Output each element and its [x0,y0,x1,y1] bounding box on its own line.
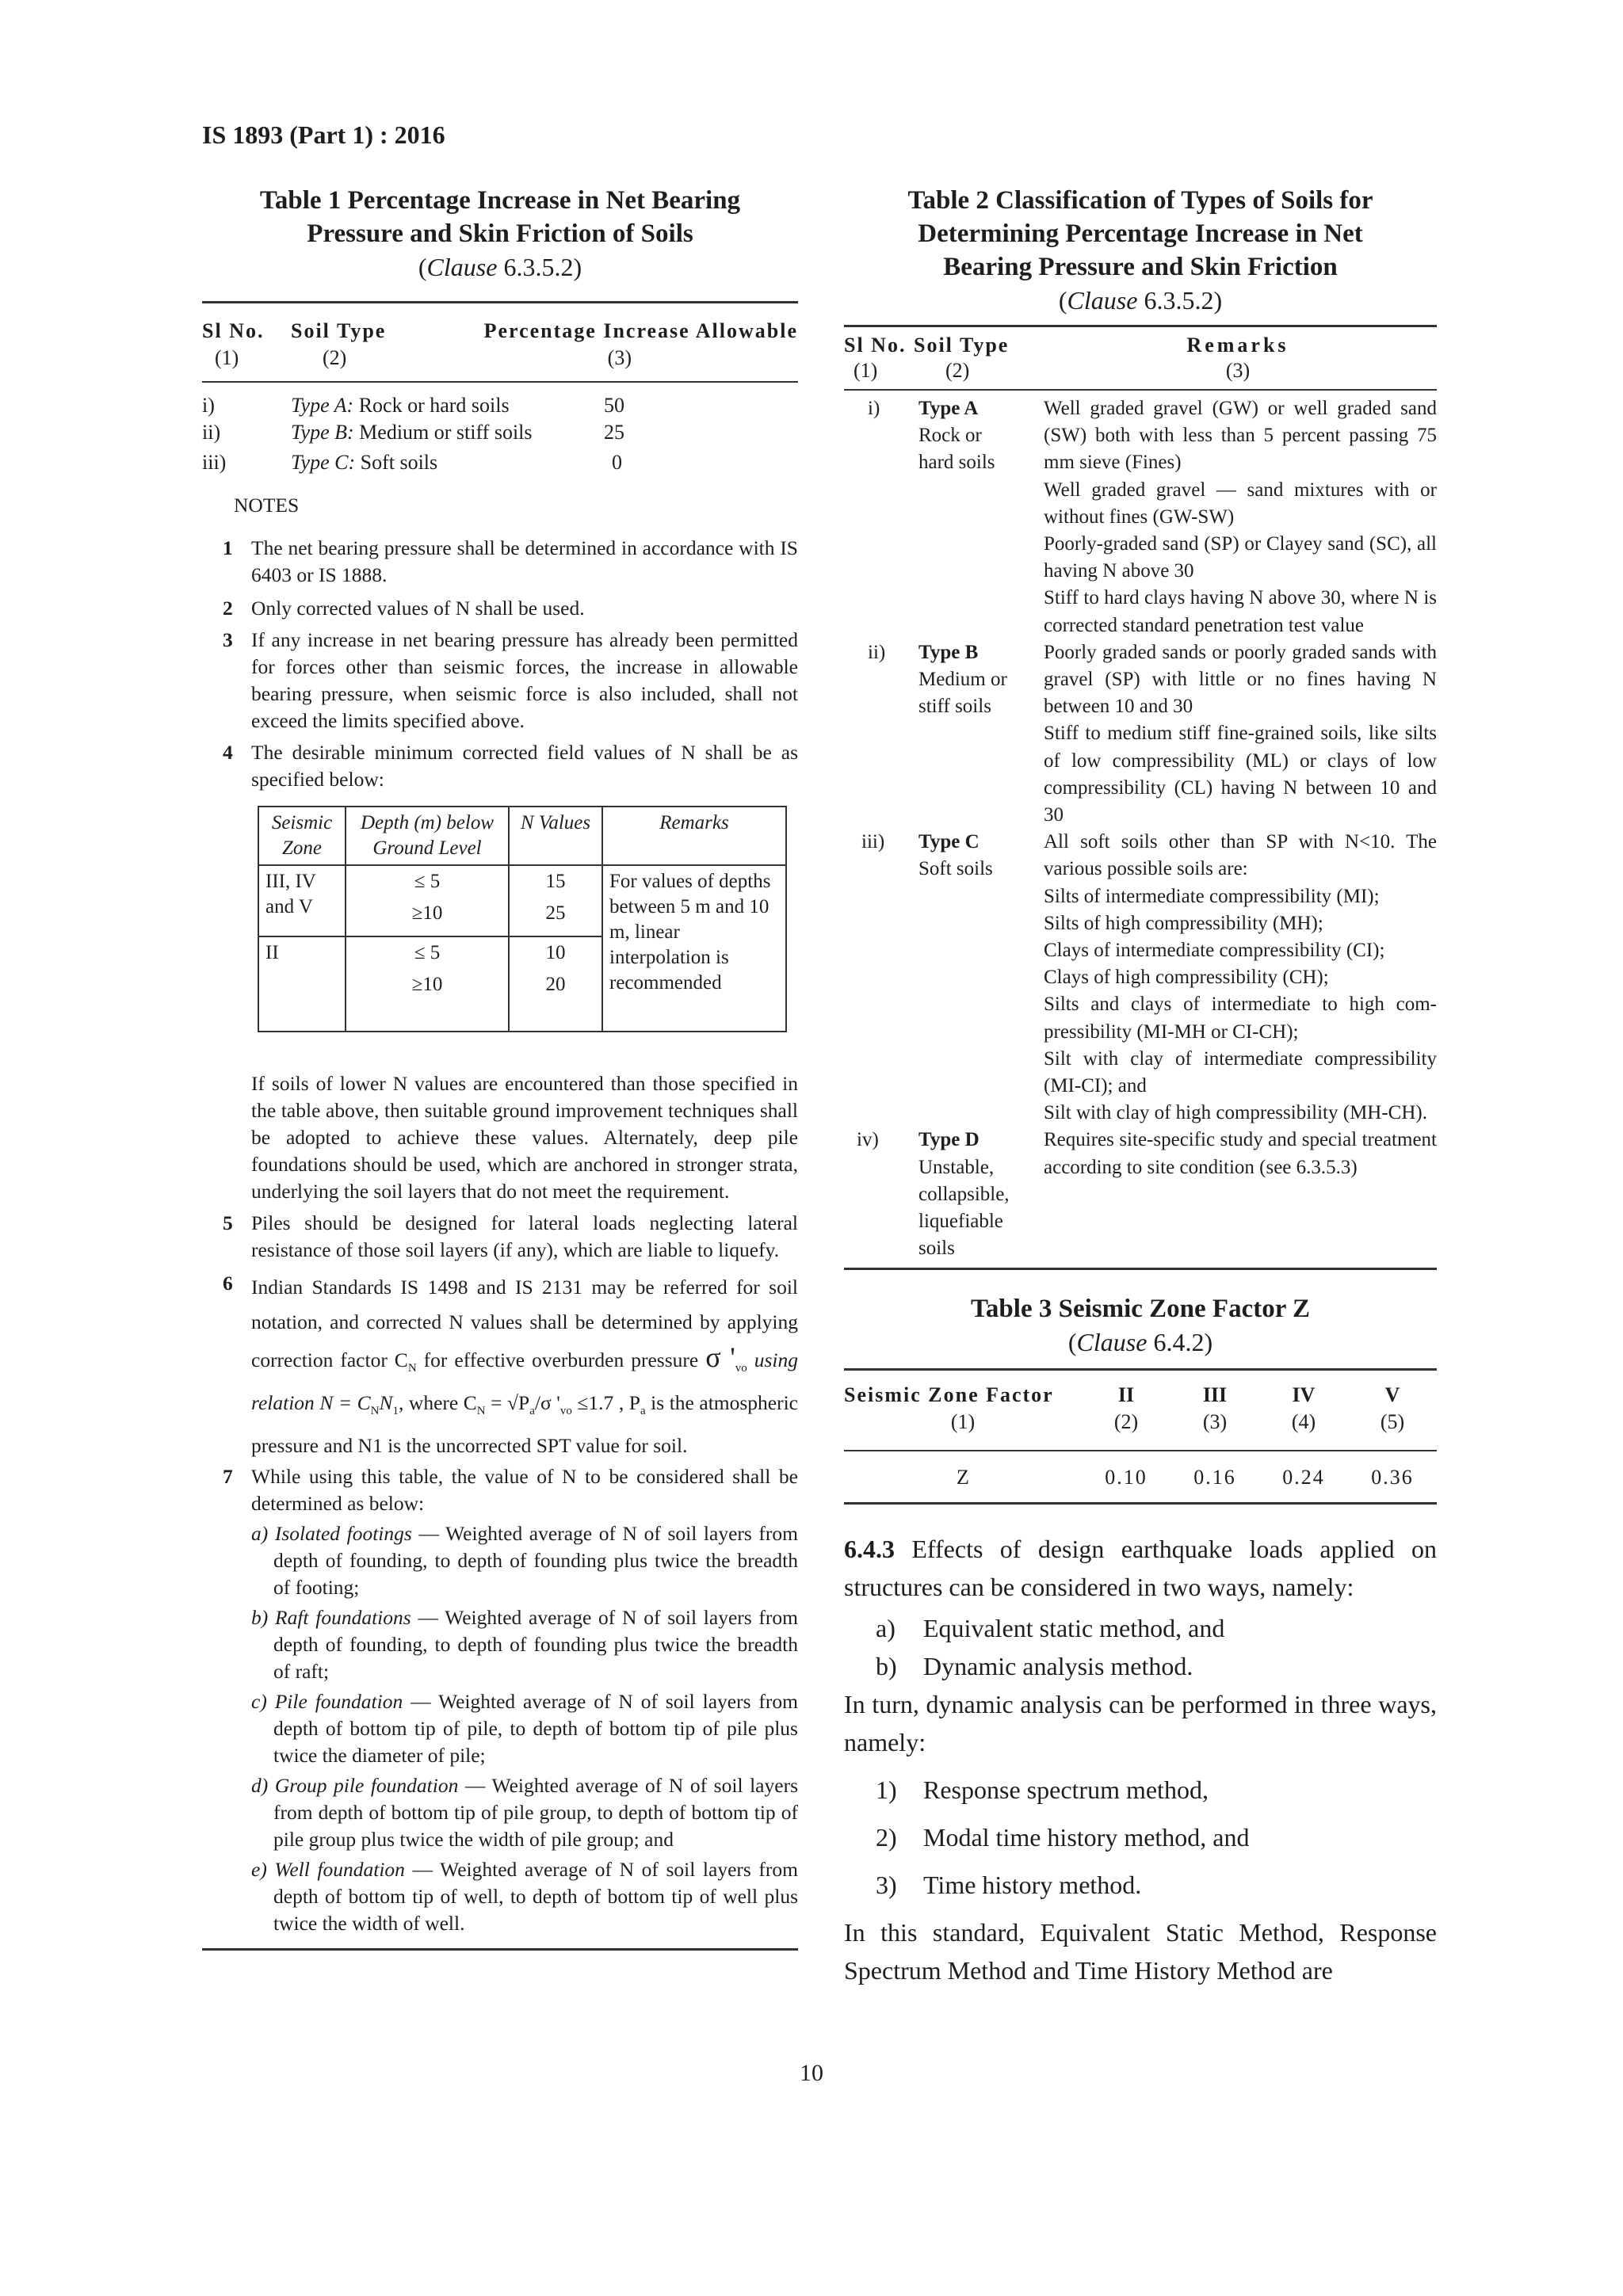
table3-bottom-rule [844,1502,1437,1505]
col-sl-no: Sl No. [844,334,907,357]
table1-header-nums: (1) (2) (3) [215,346,632,369]
list-item: 1) Response spectrum method, [876,1775,1209,1804]
table2-header-nums: (1) (2) (3) [854,359,1251,382]
section-intro: 6.4.3 Effects of design earthquake loads applied on structures can be considered in two ways, namely: [844,1534,1437,1601]
note-6: 6 Indian Standards IS 1498 and IS 2131 may be referred for soil notation, and corrected N values shall be determined by applying correction factor $C_N$ for effective overburden pressure σ '$_{vo}$ using relation $N = C_NN_1$, where $C_N = √P_a/\sigma$ '$_{vo} \le 1.7$ , $P_a$ is the atmospheric pressure and N1 is the uncorrected SPT value for soil. [223,1272,799,1458]
table-row: III, IV and V ≤ 5 ≥10 15 25 For values of depths between 5 m and 10 m, linear interpolation is recommended [258,865,786,936]
note-3: 3 If any increase in net bearing pressure has already been permitted for forces other than seismic forces, the increase in allowable bearing pressure, when seismic force is also included, shall not exceed the limits specified above. [223,628,798,732]
note-2: 2 Only corrected values of N shall be used. [223,597,585,620]
table-row: iv) Type D Unstable, collapsible, liquefiable soils Requires site-specific study and special treatment according to site condition (see 6.3.5.3) [857,1129,1437,1260]
list-item: b) Dynamic analysis method. [876,1651,1193,1680]
table2-bottom-rule [844,1268,1437,1270]
notes-heading: NOTES [234,494,300,517]
table3-header-row: Seismic Zone Factor II III IV V [844,1369,1437,1407]
section-para: In turn, dynamic analysis can be performed in three ways, namely: [844,1689,1437,1756]
page-header: IS 1893 (Part 1) : 2016 [202,120,445,149]
list-item: b) Raft foundations — Weighted average of N of soil layers from depth of founding, to depth of founding plus twice the breadth of raft; [251,1606,798,1684]
table3 [844,1368,1437,1502]
col-sl-no: Sl No. [202,319,265,342]
table2-header-row [844,326,1437,358]
table2 [844,325,1437,389]
table1-notes [202,492,798,793]
table1-bottom-rule [202,1948,798,1951]
note-5: 5 Piles should be designed for lateral loads neglecting lateral resistance of those soil layers (if any), which are liable to liquefy. [223,1211,798,1261]
table-row: II ≤ 5 ≥10 10 20 [258,936,786,1032]
col-percentage: Percentage Increase Allowable [483,319,798,342]
page-number: 10 [800,2060,823,2086]
table2-clause: (Clause 6.3.5.2) [1058,286,1223,315]
list-item: 3) Time history method. [876,1870,1142,1899]
table2-header-rule [844,389,1437,391]
col-soil-type: Soil Type [914,334,1010,357]
table3-header-nums: (1) (2) (3) (4) (5) [950,1409,1405,1433]
table-row: Z 0.10 0.16 0.24 0.36 [844,1451,1437,1502]
table-row: iii) Type C Soft soils All soft soils other than SP with N<10. The various possible soils are: Silts of intermediate compressibility (MI); Silts of high compressibility (MH); Clays of intermediate compressibility (CI); Clays of high compressibility (CH); Silts and clays of intermediate to high com-pressibility (MI-MH or CI-CH); Silt with clay of intermediate compressibility (MI-CI); and Silt with clay of high compressibility (MH-CH). [861,831,1437,1124]
table2-body [844,395,1437,1263]
col-remarks: Remarks [1186,334,1289,357]
note-4-after: If soils of lower N values are encountered than those specified in the table above, then suitable ground improvement techniques shall be adopted to achieve these values. Alternately, deep pile foundations should be used, which are anchored in stronger strata, underlying the soil layers that do not meet the requirement. [251,1072,798,1203]
table1 [202,301,798,475]
list-item: 2) Modal time history method, and [876,1822,1250,1852]
n-values-table [258,806,787,1032]
right-column [844,184,1437,1989]
list-item: e) Well foundation — Weighted average of N of soil layers from depth of bottom tip of well, to depth of bottom tip of well plus twice the width of well. [251,1858,798,1936]
table1-notes-cont [202,1070,798,1937]
left-column [202,184,798,1951]
table1-title: Table 1 Percentage Increase in Net Bearing Pressure and Skin Friction of Soils [259,186,741,248]
table2-title: Table 2 Classification of Types of Soils for Determining Percentage Increase in Net Bearing Pressure and Skin Friction [907,186,1373,281]
table-row: i) Type A Rock or hard soils Well graded gravel (GW) or well graded sand (SW) both with less than 5 percent passing 75 mm sieve (Fines) Well graded gravel — sand mixtures with or without fines (GW-SW) Poorly-graded sand (SP) or Clayey sand (SC), all having N above 30 Stiff to hard clays having N above 30, where N is corrected standard penetration test value [868,398,1437,636]
note-7: 7 While using this table, the value of N to be considered shall be determined as below: [223,1465,798,1516]
n-values-header: Seismic Zone Depth (m) below Ground Level N Values Remarks [258,807,786,865]
note-7-items [202,1520,798,1937]
note-1: 1 The net bearing pressure shall be determined in accordance with IS 6403 or IS 1888. [223,536,798,586]
list-item: d) Group pile foundation — Weighted average of N of soil layers from depth of bottom tip of pile group, to depth of bottom tip of pile group plus twice the width of pile group; and [251,1774,798,1852]
section-6-4-3 [844,1530,1437,1989]
table-row: ii) Type B Medium or stiff soils Poorly graded sands or poorly graded sands with gravel (SP) with little or no fines having N between 10 and 30 Stiff to medium stiff fine-grained soils, like silts of low compressibility (ML) or clays of low compressibility (CL) having N between 10 and 30 [868,641,1437,826]
list-item: a) Isolated footings — Weighted average of N of soil layers from depth of founding, to depth of founding plus twice the breadth of footing; [251,1522,798,1600]
table3-clause: (Clause 6.4.2) [1067,1327,1213,1356]
col-soil-type: Soil Type [291,319,387,342]
table-row: ii) Type B: Medium or stiff soils 25 [202,421,624,444]
table3-title: Table 3 Seismic Zone Factor Z [970,1294,1311,1323]
section-para: In this standard, Equivalent Static Method, Response Spectrum Method and Time History Method are [844,1917,1437,1985]
list-item: a) Equivalent static method, and [876,1613,1225,1642]
note-4: 4 The desirable minimum corrected field values of N shall be as specified below: [223,741,798,791]
table1-clause: (Clause 6.3.5.2) [418,253,582,281]
table-row: iii) Type C: Soft soils 0 [202,451,622,474]
table1-header-row [202,303,798,344]
list-item: c) Pile foundation — Weighted average of N of soil layers from depth of bottom tip of pile, to depth of bottom tip of pile plus twice the diameter of pile; [251,1690,798,1768]
table-row: i) Type A: Rock or hard soils 50 [202,382,798,418]
